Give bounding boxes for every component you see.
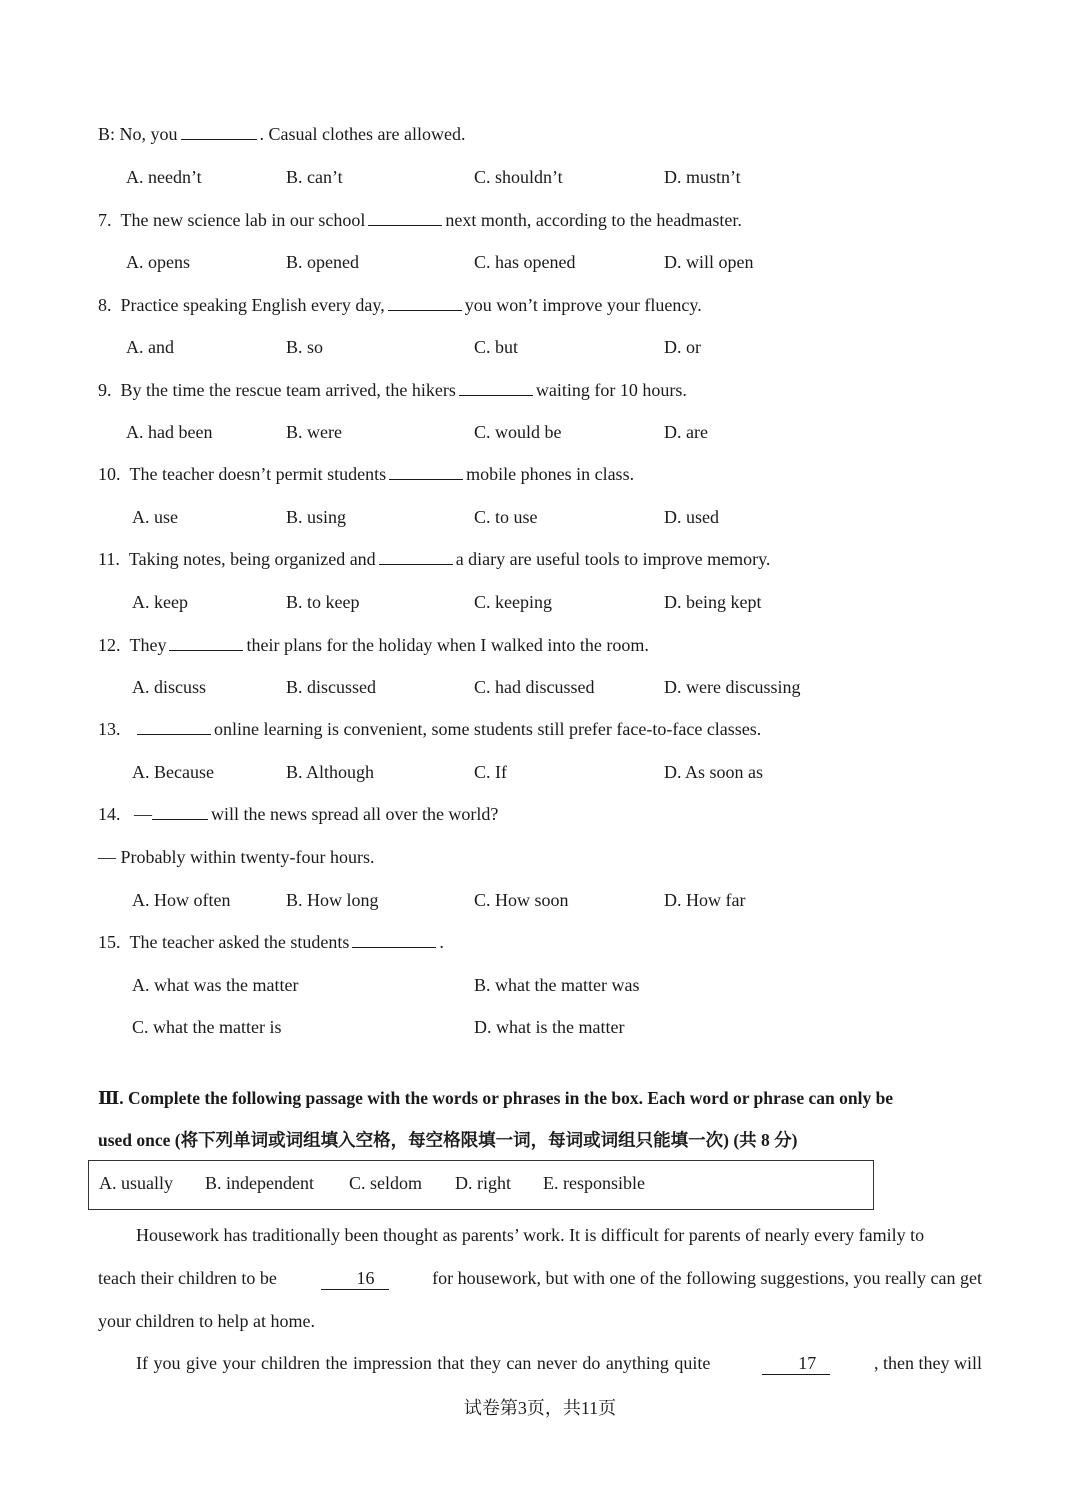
passage-text: for housework, but with one of the following suggestions, you really can get [432,1268,982,1288]
q9-option-a: A. had been [126,422,213,442]
q12-stem-text-b: their plans for the holiday when I walked into the room. [246,635,649,655]
q12-option-b: B. discussed [286,677,376,697]
answer-blank [181,123,257,140]
q13-option-c: C. If [474,762,507,782]
answer-blank [368,209,442,226]
q7-option-a: A. opens [126,252,190,272]
q8-option-c: C. but [474,337,519,357]
q15-option-c: C. what the matter is [132,1017,282,1037]
q9-option-d: D. are [664,422,708,442]
q9-stem-text-b: waiting for 10 hours. [535,380,687,400]
q14-option-d: D. How far [664,890,746,910]
section-3-heading-line-1: Ⅲ. Complete the following passage with the words or phrases in the box. Each word or phrase can only be [98,1088,894,1108]
q15-option-a: A. what was the matter [132,975,299,995]
q6-option-d: D. mustn’t [664,167,741,187]
q14-option-b: B. How long [286,890,379,910]
q14-reply: — Probably within twenty-four hours. [98,847,375,867]
word-box-item: C. seldom [349,1173,423,1193]
q11-option-c: C. keeping [474,592,552,612]
q14-option-a: A. How often [132,890,231,910]
question-number: 9. [98,380,112,400]
q8-stem-text-a: Practice speaking English every day, [120,295,385,315]
q13-stem-text-b: online learning is convenient, some students still prefer face-to-face classes. [214,719,762,739]
q11-option-a: A. keep [132,592,188,612]
question-number: 14. [98,804,121,824]
q8-stem-text-b: you won’t improve your fluency. [464,295,702,315]
q6-stem-text-b: . Casual clothes are allowed. [259,124,466,144]
answer-blank [352,931,436,948]
q7-option-c: C. has opened [474,252,576,272]
page-footer: 试卷第3页，共11页 [463,1398,617,1418]
passage-p1-line-3: your children to help at home. [98,1311,315,1331]
q10-option-a: A. use [132,507,178,527]
q13-option-b: B. Although [286,762,375,782]
question-13-stem [98,718,761,740]
answer-blank [379,548,453,565]
q6-option-b: B. can’t [286,167,343,187]
q15-stem-text-a: The teacher asked the students [129,932,350,952]
q10-stem-text-a: The teacher doesn’t permit students [129,464,387,484]
question-10-stem [98,463,634,485]
q14-stem-text-b: will the news spread all over the world? [211,804,499,824]
q7-option-d: D. will open [664,252,754,272]
passage-p1-line-2 [98,1267,982,1290]
q12-option-a: A. discuss [132,677,207,697]
word-box-item: D. right [455,1173,511,1193]
blank-number: 17 [762,1352,830,1375]
q11-option-b: B. to keep [286,592,360,612]
question-number: 12. [98,635,121,655]
question-number: 10. [98,464,121,484]
question-7-stem [98,209,742,231]
question-number: 13. [98,719,121,739]
question-6-stem [98,123,465,145]
answer-blank [169,634,243,651]
q7-stem-text-b: next month, according to the headmaster. [445,210,742,230]
question-11-stem [98,548,770,570]
q12-option-d: D. were discussing [664,677,801,697]
q8-option-d: D. or [664,337,701,357]
q6-stem-text-a: B: No, you [98,124,178,144]
q7-option-b: B. opened [286,252,359,272]
question-8-stem [98,294,702,316]
q12-option-c: C. had discussed [474,677,595,697]
q11-stem-text-a: Taking notes, being organized and [128,549,376,569]
q9-stem-text-a: By the time the rescue team arrived, the hikers [120,380,456,400]
answer-blank [389,463,463,480]
question-number: 7. [98,210,112,230]
q8-option-b: B. so [286,337,324,357]
blank-16 [321,1267,389,1290]
q11-stem-text-b: a diary are useful tools to improve memory. [455,549,771,569]
q12-stem-text-a: They [129,635,167,655]
question-15-stem [98,931,444,953]
q15-option-b: B. what the matter was [474,975,640,995]
question-9-stem [98,379,687,401]
passage-text: teach their children to be [98,1268,277,1288]
blank-number: 16 [321,1267,389,1290]
q15-stem-text-b: . [439,932,444,952]
passage-text: , then they will [874,1353,982,1373]
q6-option-a: A. needn’t [126,167,202,187]
question-number: 11. [98,549,120,569]
word-box-item: B. independent [205,1173,314,1193]
q10-stem-text-b: mobile phones in class. [466,464,635,484]
answer-blank [459,379,533,396]
q7-stem-text-a: The new science lab in our school [120,210,366,230]
question-number: 15. [98,932,121,952]
question-14-stem [98,803,498,825]
answer-blank [388,294,462,311]
q9-option-c: C. would be [474,422,562,442]
q6-option-c: C. shouldn’t [474,167,563,187]
q10-option-d: D. used [664,507,719,527]
word-box-item: E. responsible [543,1173,645,1193]
dialogue-dash: — [134,804,152,824]
answer-blank [152,803,208,820]
question-number: 8. [98,295,112,315]
q9-option-b: B. were [286,422,342,442]
q13-option-d: D. As soon as [664,762,764,782]
q15-option-d: D. what is the matter [474,1017,625,1037]
q10-option-c: C. to use [474,507,538,527]
q14-option-c: C. How soon [474,890,569,910]
answer-blank [137,718,211,735]
q13-option-a: A. Because [132,762,214,782]
word-box-item: A. usually [99,1173,173,1193]
passage-p2-line-1 [136,1352,982,1375]
blank-17 [762,1352,830,1375]
passage-text: If you give your children the impression that they can never do anything quite [136,1353,711,1373]
passage-p1-line-1: Housework has traditionally been thought as parents’ work. It is difficult for parents of nearly every family to [136,1225,925,1245]
section-3-heading-line-2: used once (将下列单词或词组填入空格，每空格限填一词，每词或词组只能填一次) (共 8 分) [98,1130,798,1150]
q10-option-b: B. using [286,507,347,527]
question-12-stem [98,634,649,656]
q8-option-a: A. and [126,337,174,357]
q11-option-d: D. being kept [664,592,762,612]
word-box [88,1160,874,1210]
